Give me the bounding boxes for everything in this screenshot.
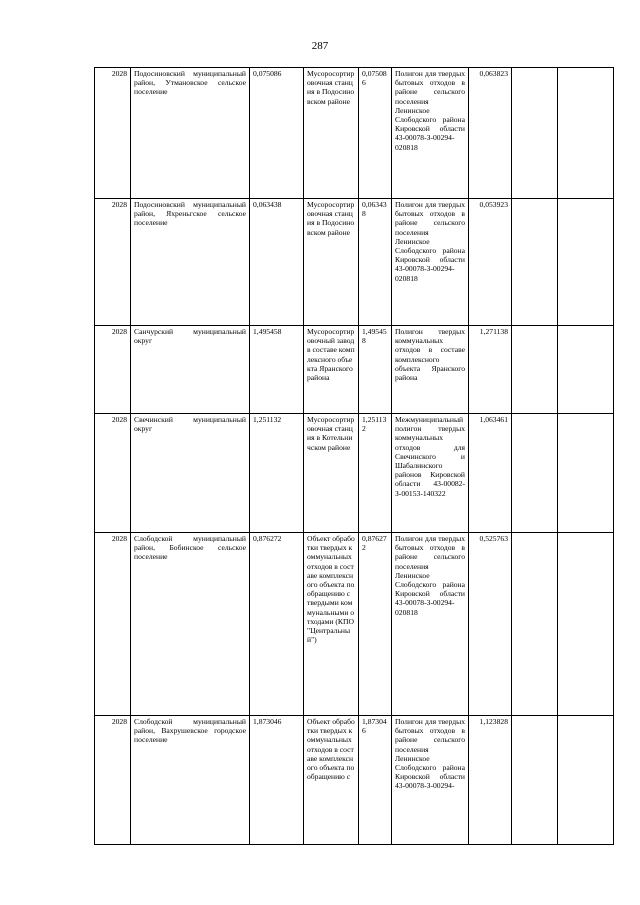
facility-volume-cell: 0,075086: [359, 68, 392, 199]
table-row: [95, 326, 614, 414]
disposal-cell: Межмуниципальный полигон твердых коммунальных отходов для Свечинского и Шабалинского районов Кировской области 43-00082-З-00153-140322: [392, 414, 469, 533]
empty-cell: [558, 326, 614, 414]
disposal-cell: Полигон твердых коммунальных отходов в составе комплексного объекта Яранского района: [392, 326, 469, 414]
volume-cell: 1,251132: [250, 414, 304, 533]
empty-cell: [512, 326, 558, 414]
facility-cell: Мусоросортировочная станция в Подосиновском районе: [304, 68, 359, 199]
municipality-cell: Подосиновский муниципальный район, Утмановское сельское поселение: [131, 68, 250, 199]
table-row: [95, 68, 614, 199]
disposal-volume-cell: 0,525763: [469, 533, 512, 716]
disposal-cell: Полигон для твердых бытовых отходов в районе сельского поселения Ленинское Слободского района Кировской области 43-00078-З-00294-020818: [392, 68, 469, 199]
empty-cell: [512, 68, 558, 199]
disposal-cell: Полигон для твердых бытовых отходов в районе сельского поселения Ленинское Слободского района Кировской области 43-00078-З-00294-020818: [392, 533, 469, 716]
table-body: [95, 68, 614, 845]
volume-cell: 1,873046: [250, 716, 304, 845]
disposal-cell: Полигон для твердых бытовых отходов в районе сельского поселения Ленинское Слободского района Кировской области 43-00078-З-00294-020818: [392, 199, 469, 326]
disposal-volume-cell: 1,271138: [469, 326, 512, 414]
table-row: [95, 199, 614, 326]
facility-cell: Мусоросортировочная станция в Котельничском районе: [304, 414, 359, 533]
empty-cell: [512, 199, 558, 326]
facility-volume-cell: 1,495458: [359, 326, 392, 414]
year-cell: 2028: [95, 326, 131, 414]
facility-cell: Объект обработки твердых коммунальных отходов в составе комплексного объекта по обращению с: [304, 716, 359, 845]
facility-volume-cell: 1,873046: [359, 716, 392, 845]
empty-cell: [558, 414, 614, 533]
empty-cell: [512, 533, 558, 716]
volume-cell: 0,063438: [250, 199, 304, 326]
disposal-volume-cell: 1,063461: [469, 414, 512, 533]
year-cell: 2028: [95, 716, 131, 845]
page-number: 287: [311, 40, 329, 52]
disposal-cell: Полигон для твердых бытовых отходов в районе сельского поселения Ленинское Слободского района Кировской области 43-00078-З-00294-: [392, 716, 469, 845]
table-row: [95, 533, 614, 716]
facility-volume-cell: 0,063438: [359, 199, 392, 326]
facility-volume-cell: 1,251132: [359, 414, 392, 533]
disposal-volume-cell: 0,063823: [469, 68, 512, 199]
empty-cell: [512, 414, 558, 533]
empty-cell: [558, 716, 614, 845]
empty-cell: [558, 68, 614, 199]
disposal-volume-cell: 1,123828: [469, 716, 512, 845]
volume-cell: 1,495458: [250, 326, 304, 414]
facility-cell: Мусоросортировочный завод в составе комплексного объекта Яранского района: [304, 326, 359, 414]
facility-volume-cell: 0,876272: [359, 533, 392, 716]
year-cell: 2028: [95, 533, 131, 716]
facility-cell: Мусоросортировочная станция в Подосиновском районе: [304, 199, 359, 326]
year-cell: 2028: [95, 68, 131, 199]
year-cell: 2028: [95, 199, 131, 326]
table-row: [95, 716, 614, 845]
municipality-cell: Свечинский муниципальный округ: [131, 414, 250, 533]
volume-cell: 0,876272: [250, 533, 304, 716]
waste-flow-table: [94, 67, 614, 845]
municipality-cell: Санчурский муниципальный округ: [131, 326, 250, 414]
year-cell: 2028: [95, 414, 131, 533]
empty-cell: [558, 533, 614, 716]
empty-cell: [512, 716, 558, 845]
facility-cell: Объект обработки твердых коммунальных отходов в составе комплексного объекта по обращению с твердыми коммунальными отходами (КПО "Центральный"): [304, 533, 359, 716]
empty-cell: [558, 199, 614, 326]
municipality-cell: Слободской муниципальный район, Бобинское сельское поселение: [131, 533, 250, 716]
municipality-cell: Подосиновский муниципальный район, Яхреньгское сельское поселение: [131, 199, 250, 326]
municipality-cell: Слободской муниципальный район, Вахрушевское городское поселение: [131, 716, 250, 845]
table-row: [95, 414, 614, 533]
disposal-volume-cell: 0,053923: [469, 199, 512, 326]
volume-cell: 0,075086: [250, 68, 304, 199]
